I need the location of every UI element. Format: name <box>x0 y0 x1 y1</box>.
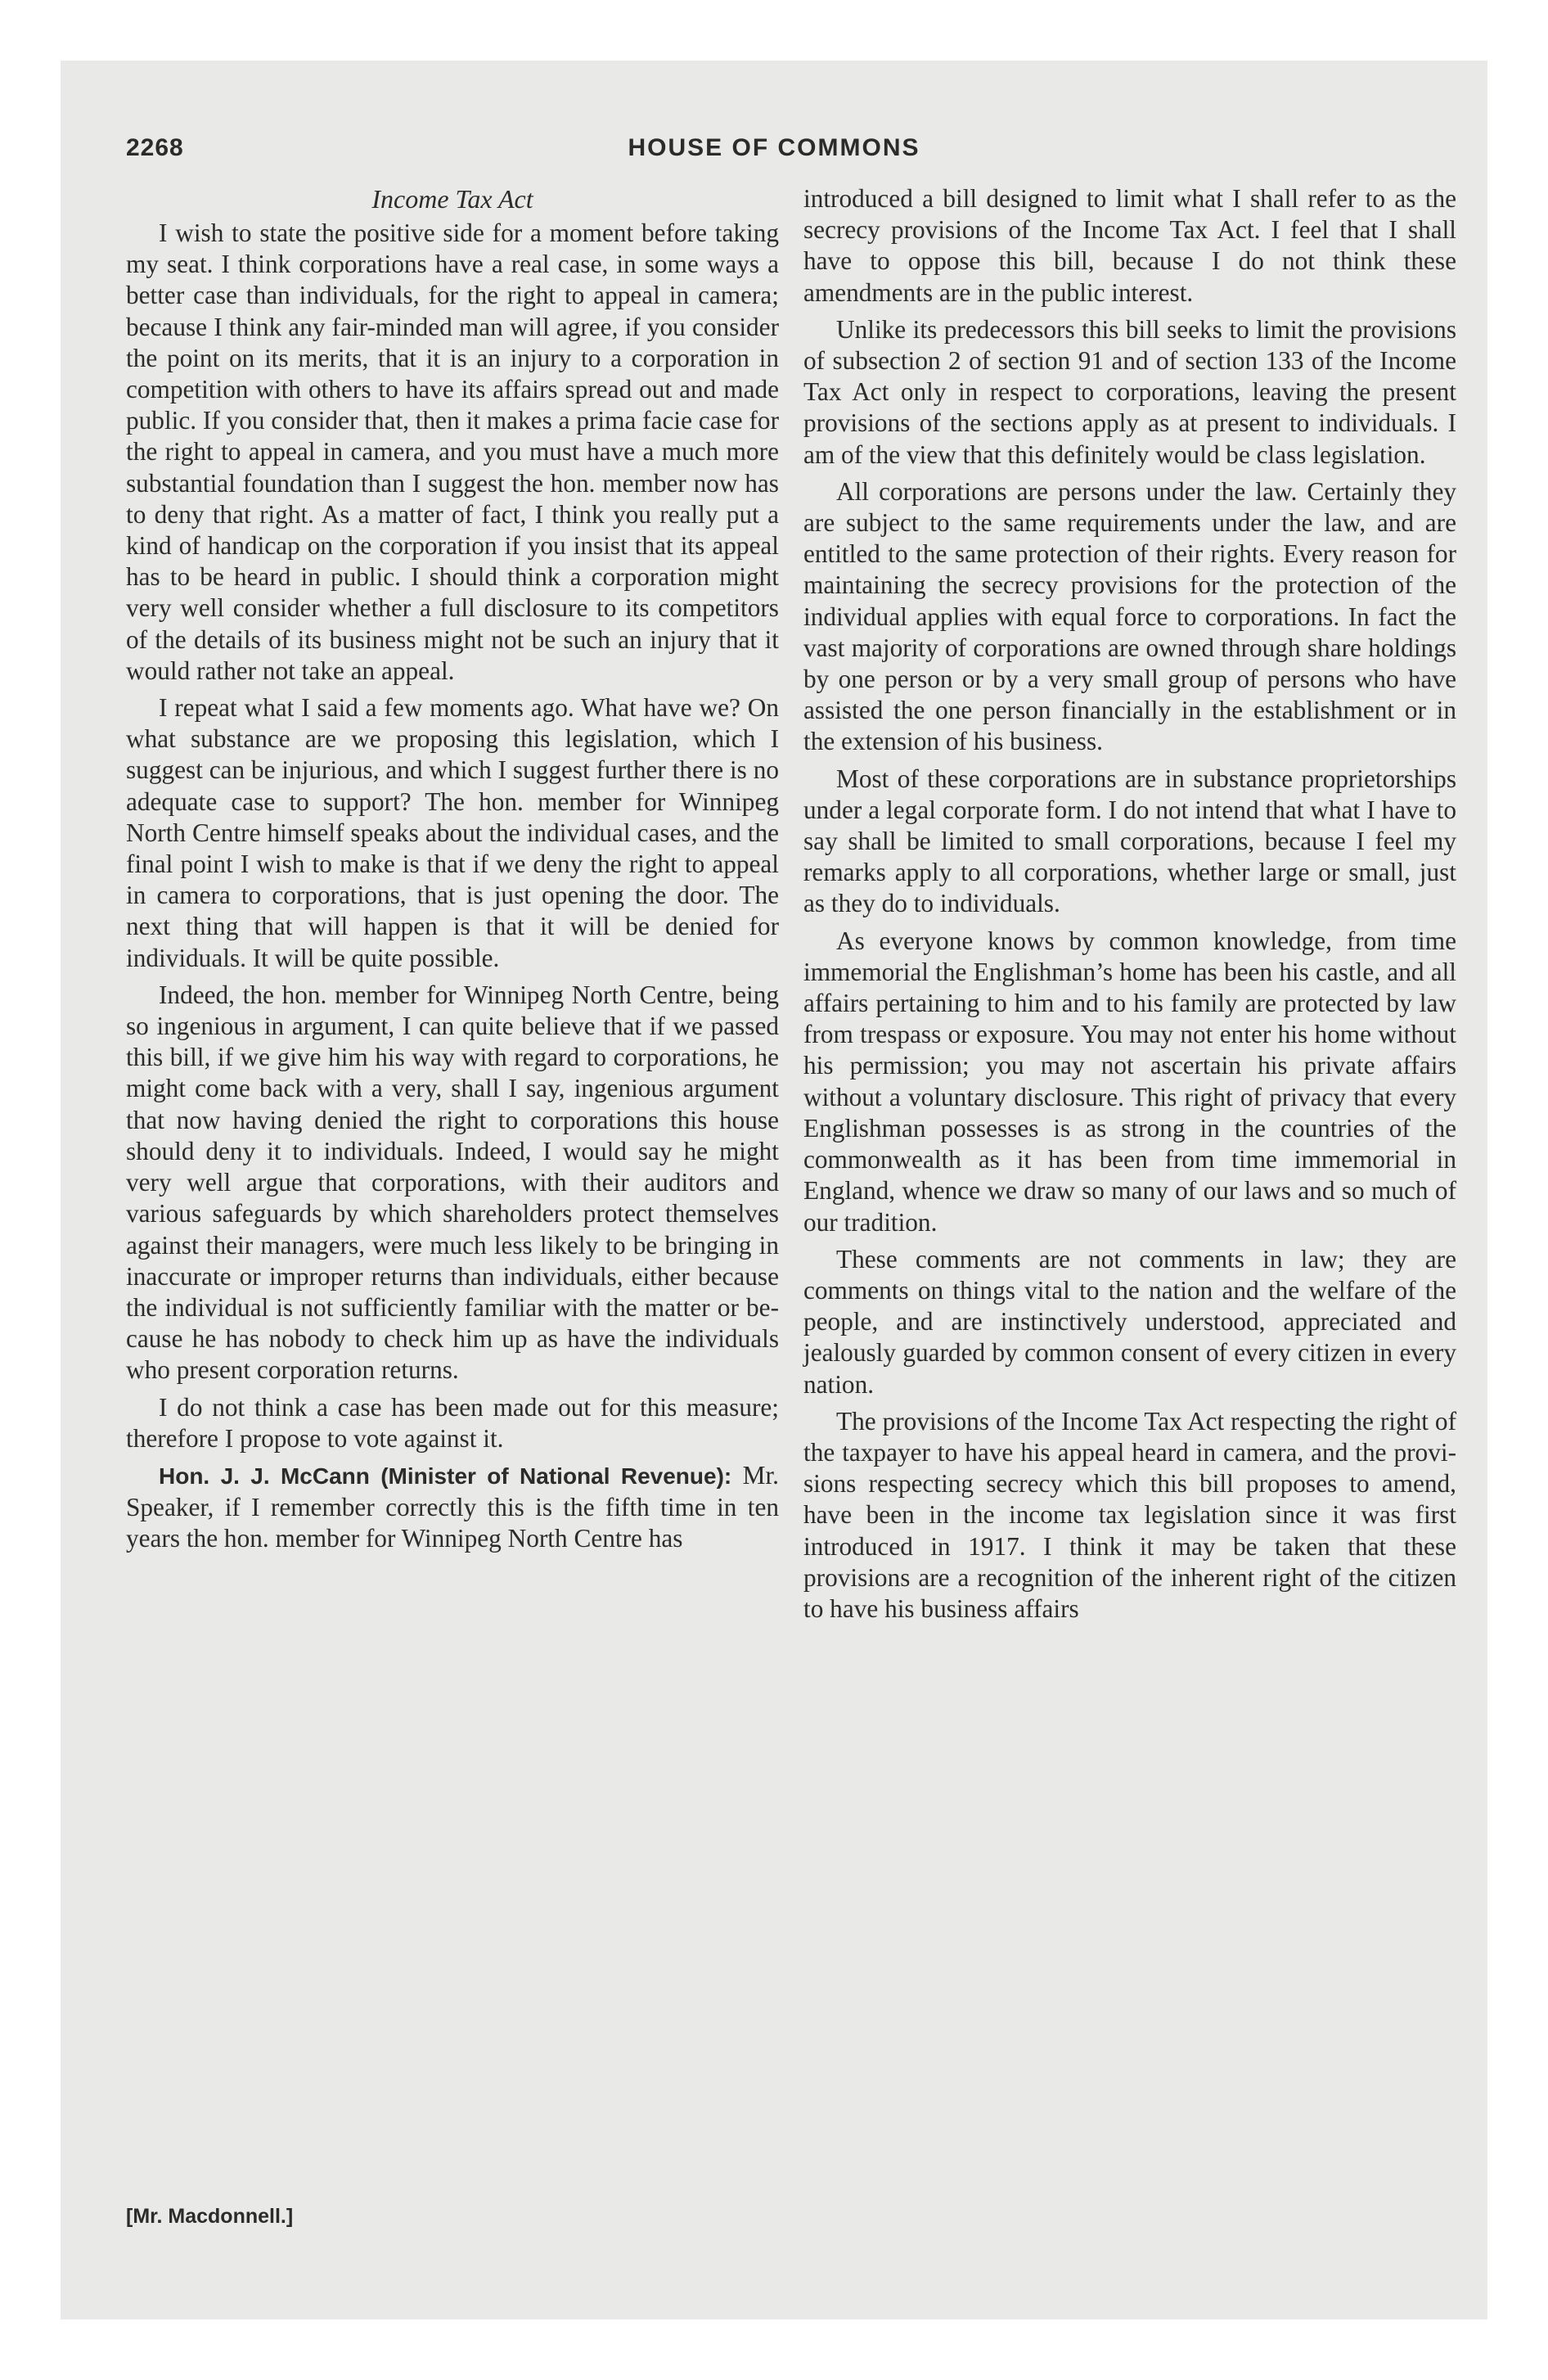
left-column <box>126 183 779 1561</box>
paragraph: I wish to state the positive side for a moment before taking my seat. I think corporations have a real case, in some ways a better case than individuals, for the right to appeal in camera; because I think any fair-minded man will agree, if you consider the point on its merits, that it is an injury to a corporation in competition with others to have its affairs spread out and made public. If you consider that, then it makes a prima facie case for the right to appeal in camera, and you must have a much more substantial foundation than I suggest the hon. member now has to deny that right. As a matter of fact, I think you really put a kind of handicap on the corporation if you insist that its appeal has to be heard in public. I should think a corporation might very well consider whether a full disclosure to its competitors of the details of its business might not be such an injury that it would rather not take an appeal. <box>126 219 779 685</box>
paragraph: Most of these corporations are in substance proprietorships under a legal corporate form. I do not intend that what I have to say shall be limited to small corporations, because I feel my remarks apply to all corporations, whether large or small, just as they do to individuals. <box>803 764 1456 918</box>
page-number: 2268 <box>126 134 184 161</box>
paragraph: The provisions of the Income Tax Act respecting the right of the taxpayer to have his appeal heard in camera, and the provisions respecting secrecy which this bill proposes to amend, have been in the income tax legislation since it was first introduced in 1917. I think it may be taken that these provisions are a recognition of the inherent right of the citizen to have his business affairs <box>803 1406 1456 1623</box>
paragraph: All corporations are persons under the law. Certainly they are subject to the same requirements under the law, and are entitled to the same protection of their rights. Every reason for maintaining the secrecy provisions for the protection of the individual applies with equal force to corporations. In fact the vast majority of corporations are owned through share holdings by one person or by a very small group of persons who have assisted the one person financially in the establishment or in the extension of his business. <box>803 476 1456 756</box>
paragraph: As everyone knows by common knowledge, from time immemorial the Englishman’s home has been his castle, and all affairs pertaining to him and to his family are protected by law from trespass or exposure. You may not enter his home without his permission; you may not ascertain his private affairs without a voluntary disclosure. This right of privacy that every Englishman possesses is as strong in the countries of the commonwealth as it has been from time immemorial in England, whence we draw so many of our laws and so much of our tradition. <box>803 926 1456 1237</box>
speaker-attribution-footer: [Mr. Macdonnell.] <box>126 2205 294 2228</box>
paragraph: I do not think a case has been made out for this measure; therefore I propose to vote against it. <box>126 1392 779 1453</box>
running-head: HOUSE OF COMMONS <box>628 134 920 161</box>
speaker-name: Hon. J. J. McCann (Minister of National Revenue): <box>159 1463 732 1489</box>
paragraph: I repeat what I said a few moments ago. What have we? On what substance are we proposing this legislation, which I suggest can be injurious, and which I suggest further there is no adequate case to support? The hon. member for Winnipeg North Centre himself speaks about the individual cases, and the final point I wish to make is that if we deny the right to appeal in camera to corporations, that is just opening the door. The next thing that will happen is that it will be denied for individuals. It will be quite possible. <box>126 693 779 972</box>
speaker-paragraph <box>126 1460 779 1555</box>
right-column <box>803 183 1456 1630</box>
page <box>61 61 1487 2319</box>
paragraph: Indeed, the hon. member for Winnipeg North Centre, being so ingenious in argument, I can quite believe that if we passed this bill, if we give him his way with regard to corporations, he might come back with a very, shall I say, ingenious argument that now having denied the right to corporations this house should deny it to individuals. Indeed, I would say he might very well argue that corporations, with their auditors and various safeguards by which shareholders protect themselves against their managers, were much less likely to be bringing in inaccurate or improper returns than individuals, either because the individual is not sufficiently familiar with the matter or because he has nobody to check him up as have the individuals who present corporation returns. <box>126 980 779 1385</box>
paragraph: These comments are not comments in law; they are comments on things vital to the nation and the welfare of the people, and are instinctively understood, appreciated and jealously guarded by common consent of every citizen in every nation. <box>803 1244 1456 1399</box>
page-header <box>126 134 1422 170</box>
speaker-text: Mr. Speaker, if I remember correctly this is the fifth time in ten years the hon. member for Winnipeg North Centre has <box>126 1460 779 1553</box>
paragraph: Unlike its predecessors this bill seeks to limit the provisions of subsection 2 of section 91 and of section 133 of the Income Tax Act only in respect to corporations, leaving the present provisions of the sections apply as at present to individuals. I am of the view that this definitely would be class legislation. <box>803 314 1456 469</box>
paragraph: introduced a bill designed to limit what I shall refer to as the secrecy provisions of the Income Tax Act. I feel that I shall have to oppose this bill, because I do not think these amendments are in the public interest. <box>803 184 1456 307</box>
subject-heading: Income Tax Act <box>371 184 533 214</box>
